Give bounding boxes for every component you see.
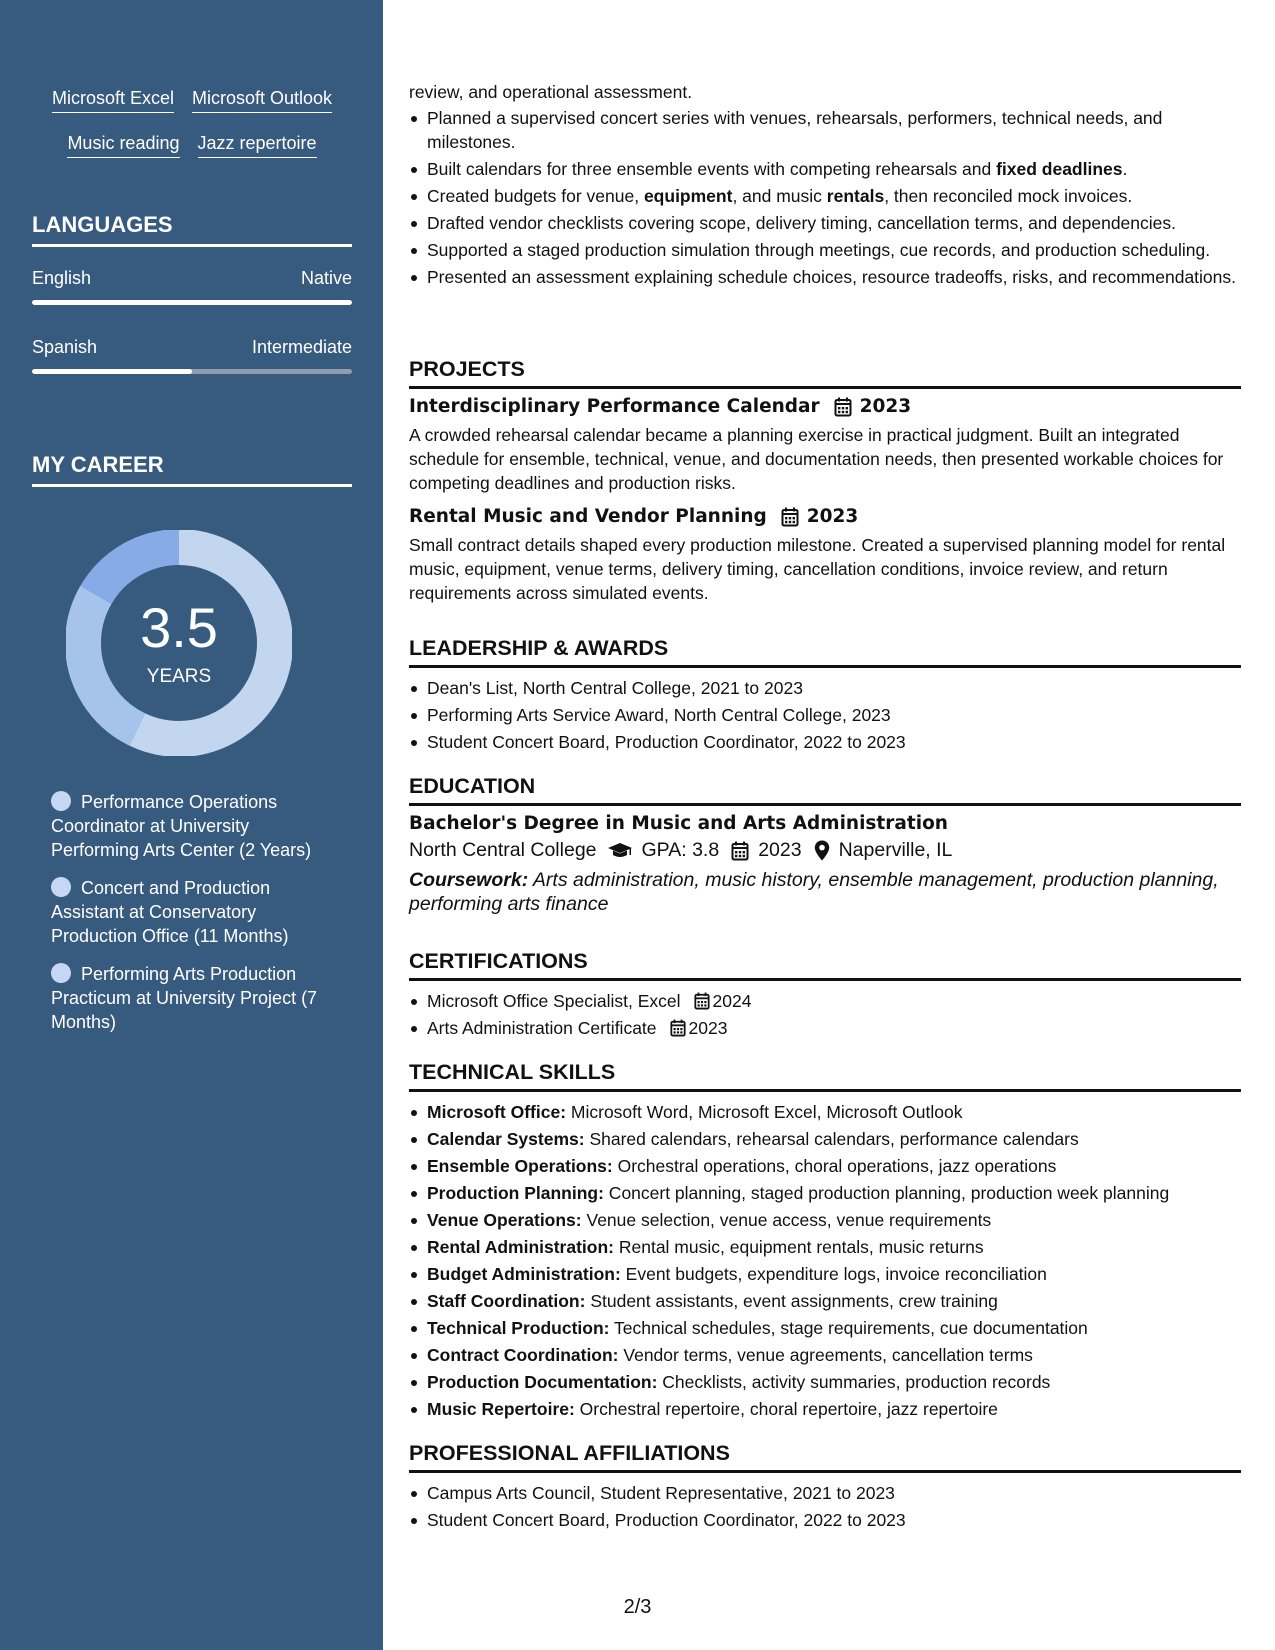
experience-bullet bbox=[409, 184, 1241, 208]
certification-year: 2023 bbox=[688, 1018, 728, 1038]
section-heading: CERTIFICATIONS bbox=[409, 949, 1241, 981]
language-level: Native bbox=[300, 268, 352, 288]
skill-label: Technical Production: bbox=[427, 1318, 610, 1338]
language-name: Spanish bbox=[32, 337, 98, 357]
languages-heading: LANGUAGES bbox=[32, 212, 352, 247]
skill-item bbox=[409, 1289, 1241, 1313]
career-total-years: 3.5 bbox=[140, 596, 218, 659]
language-row bbox=[32, 337, 352, 358]
project-description: Small contract details shaped every production milestone. Created a supervised planning model for rental music, equipment, venue terms, delivery timing, cancellation conditions, invoice review, and return requirements across simulated events. bbox=[409, 535, 1226, 603]
bullet-text: , then reconciled mock invoices. bbox=[884, 186, 1133, 206]
certification-year: 2024 bbox=[712, 991, 752, 1011]
school-name: North Central College bbox=[409, 839, 597, 861]
skill-item bbox=[409, 1370, 1241, 1394]
section-heading: LEADERSHIP & AWARDS bbox=[409, 636, 1241, 668]
leadership-item: Dean's List, North Central College, 2021 to 2023 bbox=[409, 676, 1241, 700]
skill-item bbox=[409, 1316, 1241, 1340]
projects-section bbox=[409, 357, 1241, 605]
experience-continued bbox=[409, 80, 1241, 289]
skill-tag: Music reading bbox=[67, 133, 179, 158]
bullet-bold-text: fixed deadlines bbox=[996, 159, 1123, 179]
coursework-label: Coursework: bbox=[409, 869, 529, 891]
certification-name: Arts Administration Certificate bbox=[427, 1018, 657, 1038]
skill-label: Calendar Systems: bbox=[427, 1129, 585, 1149]
skill-label: Ensemble Operations: bbox=[427, 1156, 613, 1176]
bullet-text: Created budgets for venue, bbox=[427, 186, 644, 206]
skill-tag: Microsoft Outlook bbox=[192, 88, 332, 113]
affiliation-item: Student Concert Board, Production Coordinator, 2022 to 2023 bbox=[409, 1508, 1241, 1532]
skill-value: Orchestral operations, choral operations, jazz operations bbox=[612, 1156, 1057, 1176]
technical-skills-list bbox=[409, 1100, 1241, 1421]
language-level: Intermediate bbox=[251, 337, 352, 357]
skill-value: Shared calendars, rehearsal calendars, performance calendars bbox=[584, 1129, 1079, 1149]
skill-item bbox=[409, 1181, 1241, 1205]
language-row bbox=[32, 268, 352, 289]
school-location: Naperville, IL bbox=[838, 839, 953, 861]
career-item-text: Concert and Production Assistant at Conservatory Production Office (11 Months) bbox=[51, 878, 289, 946]
language-bar-fill bbox=[32, 369, 192, 374]
leadership-list bbox=[409, 676, 1241, 754]
degree-title: Bachelor's Degree in Music and Arts Administration bbox=[409, 813, 948, 834]
skill-tag: Jazz repertoire bbox=[198, 133, 317, 158]
leadership-section bbox=[409, 636, 1241, 754]
project-title-row bbox=[409, 396, 1241, 417]
experience-bullet: Planned a supervised concert series with venues, rehearsals, performers, technical needs, and milestones. bbox=[409, 106, 1241, 154]
career-item bbox=[51, 790, 341, 862]
skill-item bbox=[409, 1127, 1241, 1151]
calendar-icon bbox=[670, 1019, 686, 1037]
skill-value: Technical schedules, stage requirements, cue documentation bbox=[609, 1318, 1088, 1338]
skill-value: Orchestral repertoire, choral repertoire, jazz repertoire bbox=[574, 1399, 998, 1419]
experience-bullets bbox=[409, 106, 1241, 289]
career-dot-icon bbox=[51, 877, 71, 897]
skill-label: Contract Coordination: bbox=[427, 1345, 619, 1365]
skill-item bbox=[409, 1397, 1241, 1421]
language-bar bbox=[32, 300, 352, 305]
bullet-bold-text: equipment bbox=[643, 186, 733, 206]
certification-item bbox=[409, 1016, 1241, 1040]
project-year: 2023 bbox=[806, 506, 859, 527]
skill-label: Production Documentation: bbox=[427, 1372, 658, 1392]
affiliation-item: Campus Arts Council, Student Representative, 2021 to 2023 bbox=[409, 1481, 1241, 1505]
project-year: 2023 bbox=[859, 396, 912, 417]
experience-bullet: Presented an assessment explaining schedule choices, resource tradeoffs, risks, and recommendations. bbox=[409, 265, 1241, 289]
language-bar-fill bbox=[32, 300, 352, 305]
certifications-section bbox=[409, 949, 1241, 1040]
location-pin-icon bbox=[814, 840, 830, 861]
technical-skills-section bbox=[409, 1060, 1241, 1421]
skill-tags-row bbox=[32, 88, 352, 113]
certifications-list bbox=[409, 989, 1241, 1040]
career-item-text: Performance Operations Coordinator at University Performing Arts Center (2 Years) bbox=[51, 792, 312, 860]
skill-value: Microsoft Word, Microsoft Excel, Microsoft Outlook bbox=[566, 1102, 963, 1122]
skill-value: Rental music, equipment rentals, music returns bbox=[614, 1237, 984, 1257]
skill-item bbox=[409, 1154, 1241, 1178]
skill-label: Production Planning: bbox=[427, 1183, 604, 1203]
skill-label: Microsoft Office: bbox=[427, 1102, 567, 1122]
language-name: English bbox=[32, 268, 92, 288]
skill-item bbox=[409, 1262, 1241, 1286]
coursework bbox=[409, 868, 1241, 916]
leadership-item: Performing Arts Service Award, North Central College, 2023 bbox=[409, 703, 1241, 727]
education-meta bbox=[409, 839, 1241, 862]
bullet-text: , and music bbox=[732, 186, 827, 206]
language-bar bbox=[32, 369, 352, 374]
certification-name: Microsoft Office Specialist, Excel bbox=[427, 991, 681, 1011]
section-heading: EDUCATION bbox=[409, 774, 1241, 806]
skill-label: Staff Coordination: bbox=[427, 1291, 586, 1311]
certification-item bbox=[409, 989, 1241, 1013]
career-dot-icon bbox=[51, 963, 71, 983]
affiliations-section bbox=[409, 1441, 1241, 1532]
calendar-icon bbox=[781, 507, 799, 527]
gpa: GPA: 3.8 bbox=[641, 839, 720, 861]
skill-item bbox=[409, 1208, 1241, 1232]
coursework-text: Arts administration, music history, ensemble management, production planning, performing arts finance bbox=[409, 869, 1219, 915]
experience-continued-line: review, and operational assessment. bbox=[409, 82, 693, 102]
calendar-icon bbox=[834, 397, 852, 417]
career-heading: MY CAREER bbox=[32, 452, 352, 487]
skill-item bbox=[409, 1343, 1241, 1367]
skill-value: Concert planning, staged production planning, production week planning bbox=[603, 1183, 1170, 1203]
skill-label: Music Repertoire: bbox=[427, 1399, 575, 1419]
experience-bullet bbox=[409, 157, 1241, 181]
graduation-year: 2023 bbox=[758, 839, 802, 861]
leadership-item: Student Concert Board, Production Coordinator, 2022 to 2023 bbox=[409, 730, 1241, 754]
experience-bullet: Drafted vendor checklists covering scope, delivery timing, cancellation terms, and dependencies. bbox=[409, 211, 1241, 235]
career-item bbox=[51, 962, 341, 1034]
skill-tags-row bbox=[32, 133, 352, 158]
skill-value: Venue selection, venue access, venue requirements bbox=[581, 1210, 992, 1230]
section-heading: TECHNICAL SKILLS bbox=[409, 1060, 1241, 1092]
project-description: A crowded rehearsal calendar became a planning exercise in practical judgment. Built an integrated schedule for ensemble, technical, venue, and documentation needs, then presented workable choices for competing deadlines and production risks. bbox=[409, 425, 1224, 493]
career-unit-label: YEARS bbox=[146, 666, 212, 687]
sidebar bbox=[0, 0, 383, 1650]
skill-item bbox=[409, 1235, 1241, 1259]
calendar-icon bbox=[731, 841, 749, 861]
skill-value: Vendor terms, venue agreements, cancellation terms bbox=[618, 1345, 1033, 1365]
section-heading: PROJECTS bbox=[409, 357, 1241, 389]
skill-item bbox=[409, 1100, 1241, 1124]
project-title: Interdisciplinary Performance Calendar bbox=[409, 396, 820, 417]
bullet-text: Built calendars for three ensemble events with competing rehearsals and bbox=[427, 159, 997, 179]
career-dot-icon bbox=[51, 791, 71, 811]
career-item bbox=[51, 876, 341, 948]
affiliations-list bbox=[409, 1481, 1241, 1532]
page-number: 2/3 bbox=[623, 1596, 652, 1618]
skill-value: Checklists, activity summaries, production records bbox=[657, 1372, 1051, 1392]
bullet-text: . bbox=[1122, 159, 1128, 179]
skill-label: Venue Operations: bbox=[427, 1210, 582, 1230]
project-title: Rental Music and Vendor Planning bbox=[409, 506, 767, 527]
section-heading: PROFESSIONAL AFFILIATIONS bbox=[409, 1441, 1241, 1473]
skill-tag: Microsoft Excel bbox=[52, 88, 174, 113]
graduation-cap-icon bbox=[607, 842, 633, 860]
skill-value: Event budgets, expenditure logs, invoice reconciliation bbox=[620, 1264, 1047, 1284]
calendar-icon bbox=[694, 992, 710, 1010]
skill-value: Student assistants, event assignments, crew training bbox=[585, 1291, 998, 1311]
skill-label: Budget Administration: bbox=[427, 1264, 621, 1284]
experience-bullet: Supported a staged production simulation through meetings, cue records, and production scheduling. bbox=[409, 238, 1241, 262]
project-title-row bbox=[409, 506, 1241, 527]
bullet-bold-text: rentals bbox=[826, 186, 885, 206]
skill-label: Rental Administration: bbox=[427, 1237, 614, 1257]
education-section bbox=[409, 774, 1241, 916]
career-item-text: Performing Arts Production Practicum at University Project (7 Months) bbox=[51, 964, 318, 1032]
